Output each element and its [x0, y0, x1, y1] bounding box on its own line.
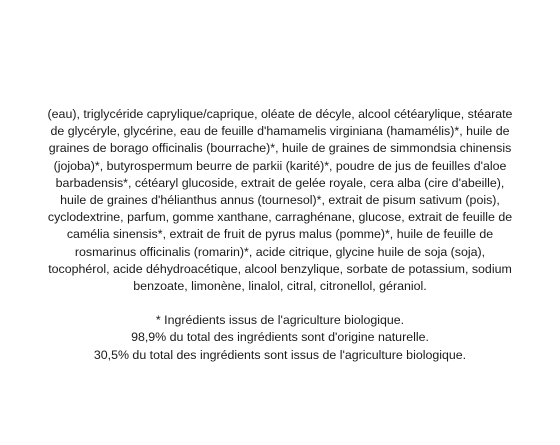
- ingredients-list: (eau), triglycéride caprylique/caprique, oléate de décyle, alcool cétéarylique, stéarate de glycéryle, glycérine, eau de feuille d'hamamelis virginiana (hamamélis)*, huile de graines de borago officinalis (bourrache)*, huile de graines de simmondsia chinensis (jojoba)*, butyrospermum beurre de parkii (karité)*, poudre de jus de feuilles d'aloe barbadensis*, cétéaryl glucoside, extrait de gelée royale, cera alba (cire d'abeille), huile de graines d'hélianthus annus (tournesol)*, extrait de pisum sativum (pois), cyclodextrine, parfum, gomme xanthane, carraghénane, glucose, extrait de feuille de camélia sinensis*, extrait de fruit de pyrus malus (pomme)*, huile de feuille de rosmarinus officinalis (romarin)*, acide citrique, glycine huile de soja (soja), tocophérol, acide déhydroacétique, alcool benzylique, sorbate de potassium, sodium benzoate, limonène, linalol, citral, citronellol, géraniol.: [47, 107, 513, 294]
- ingredients-panel: [44, 106, 516, 364]
- organic-share-note: 30,5% du total des ingrédients sont issus de l'agriculture biologique.: [93, 347, 467, 362]
- natural-origin-note: 98,9% du total des ingrédients sont d'origine naturelle.: [131, 330, 429, 345]
- organic-marker-note: * Ingrédients issus de l'agriculture biologique.: [155, 313, 405, 328]
- ingredient-notes: [44, 312, 516, 364]
